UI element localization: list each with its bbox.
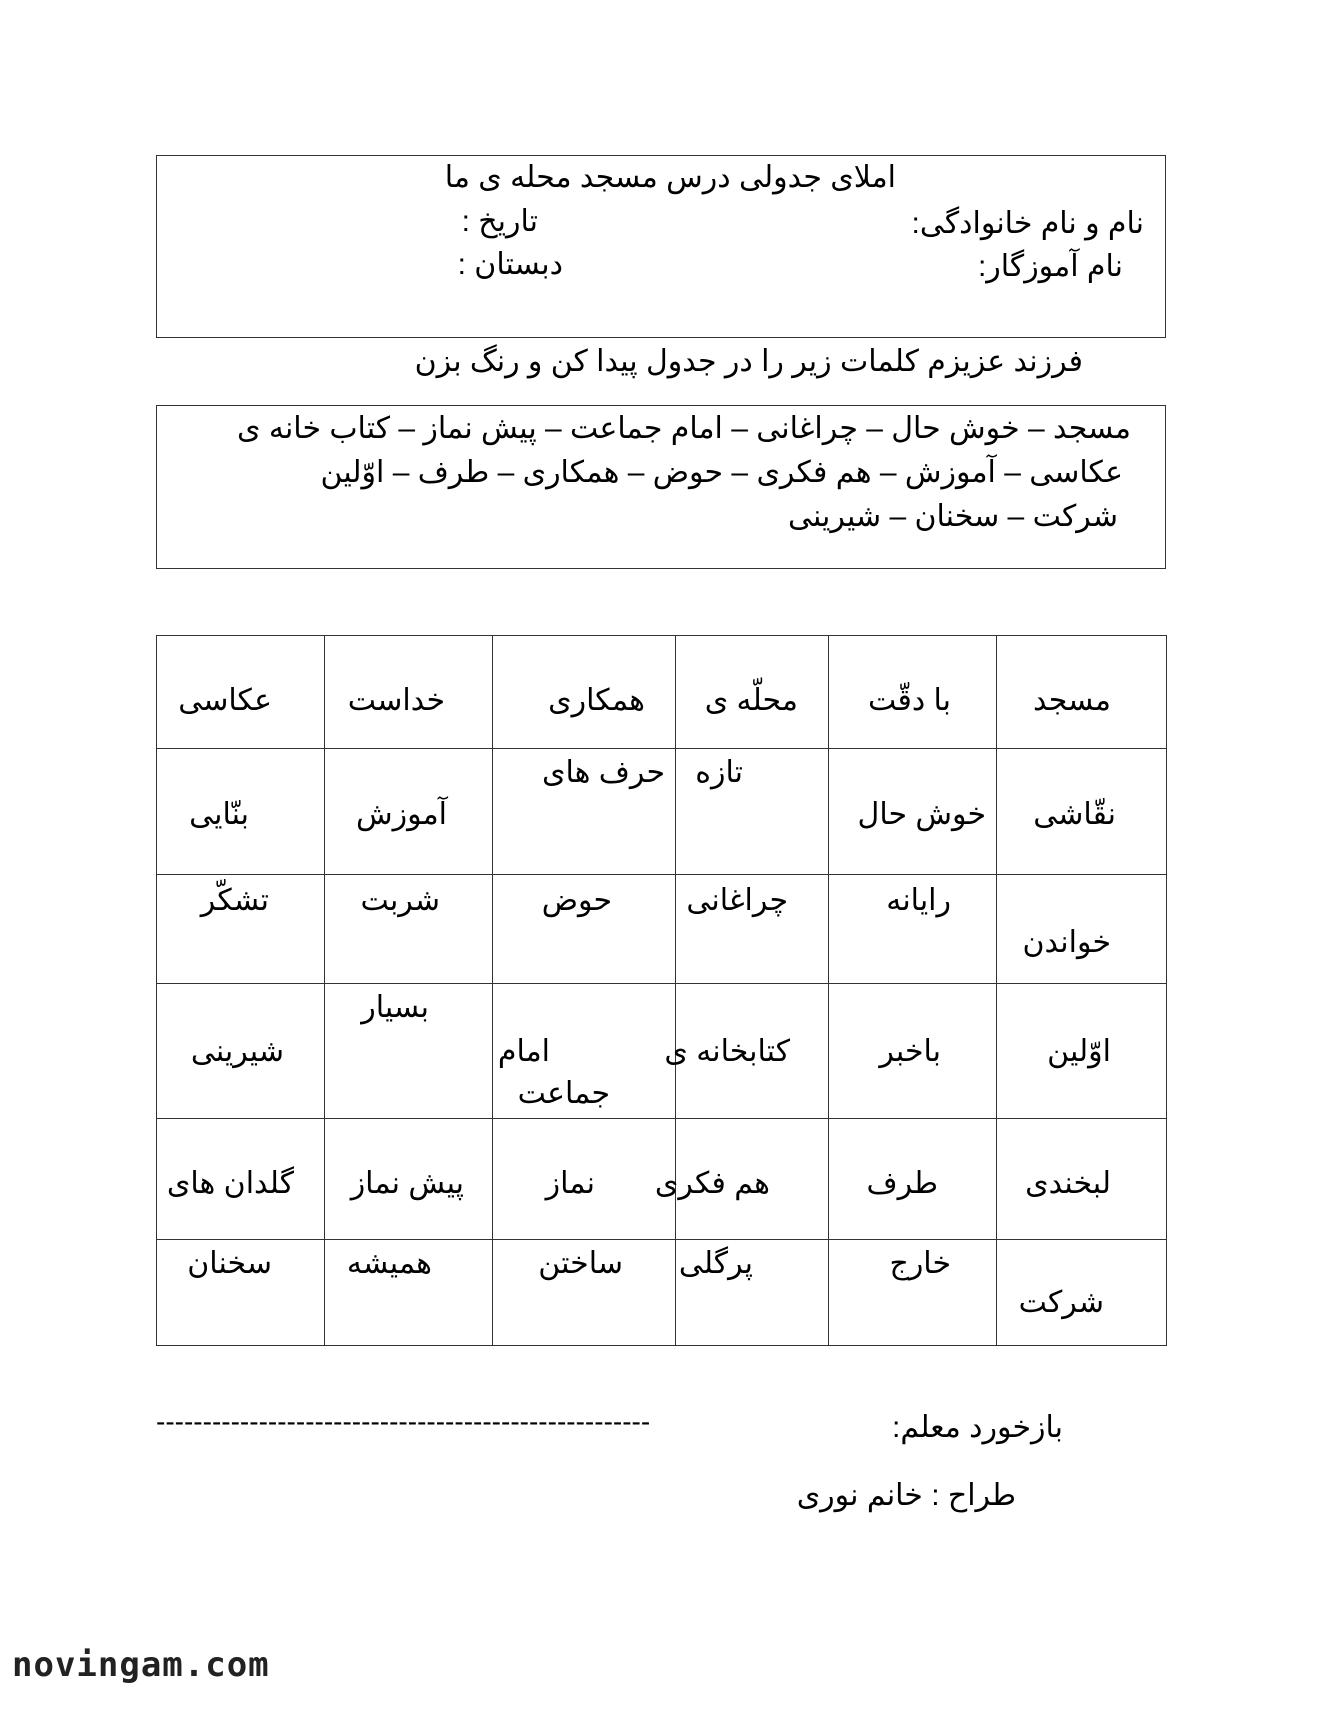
grid-word: مسجد	[1033, 684, 1111, 717]
grid-cell[interactable]	[325, 984, 493, 1119]
grid-cell[interactable]	[664, 984, 829, 1119]
grid-cell[interactable]	[493, 875, 676, 984]
name-field-label: نام و نام خانوادگی:	[911, 207, 1144, 240]
grid-cell[interactable]	[997, 875, 1167, 984]
grid-word: آموزش	[355, 798, 447, 831]
grid-word: همکاری	[548, 684, 645, 717]
grid-cell[interactable]	[829, 636, 997, 749]
grid-row	[157, 1240, 1167, 1346]
grid-row	[157, 984, 1167, 1119]
grid-cell[interactable]	[676, 749, 829, 875]
grid-cell[interactable]	[829, 1240, 997, 1346]
date-field-label: تاریخ :	[461, 205, 538, 238]
grid-word: اوّلین	[1047, 1035, 1111, 1068]
grid-cell[interactable]	[997, 636, 1167, 749]
grid-cell[interactable]	[325, 749, 493, 875]
grid-row	[157, 875, 1167, 984]
grid-cell[interactable]	[997, 1240, 1167, 1346]
grid-cell[interactable]	[997, 749, 1167, 875]
worksheet-title: املای جدولی درس مسجد محله ی ما	[444, 161, 896, 194]
grid-cell[interactable]	[157, 984, 325, 1119]
grid-cell[interactable]	[493, 749, 676, 875]
grid-cell[interactable]	[829, 875, 997, 984]
grid-word: لبخندی	[1025, 1167, 1111, 1200]
grid-cell[interactable]	[157, 749, 325, 875]
teacher-field-label: نام آموزگار:	[977, 250, 1123, 283]
grid-cell[interactable]	[997, 984, 1167, 1119]
teacher-feedback-label: بازخورد معلم:	[892, 1411, 1063, 1444]
grid-word: پیش نماز	[350, 1167, 464, 1200]
grid-cell[interactable]	[829, 1119, 997, 1240]
grid-word: شیرینی	[190, 1035, 284, 1068]
grid-cell[interactable]	[325, 636, 493, 749]
grid-word: خواندن	[1022, 926, 1111, 959]
grid-row	[157, 749, 1167, 875]
grid-cell[interactable]	[493, 984, 676, 1119]
school-field-label: دبستان :	[457, 248, 563, 281]
grid-cell[interactable]	[325, 1240, 493, 1346]
word-list-line-1: مسجد – خوش حال – چراغانی – امام جماعت – پیش نماز – کتاب خانه ی	[237, 412, 1131, 445]
grid-cell[interactable]	[829, 984, 997, 1119]
grid-word: امام	[497, 1035, 550, 1068]
grid-word: تشکّر	[200, 884, 269, 917]
site-watermark: novingam.com	[12, 1645, 270, 1685]
grid-cell[interactable]	[157, 875, 325, 984]
grid-word: بسیار	[361, 991, 429, 1024]
grid-word: خداست	[347, 684, 445, 717]
grid-word: شرکت	[1018, 1286, 1104, 1319]
grid-cell[interactable]	[676, 875, 829, 984]
grid-word: خارج	[889, 1247, 951, 1280]
grid-word: بنّایی	[189, 798, 249, 831]
grid-word: عکاسی	[178, 684, 272, 717]
grid-cell[interactable]	[654, 1119, 829, 1240]
grid-cell[interactable]	[676, 1240, 829, 1346]
word-list-line-3: شرکت – سخنان – شیرینی	[787, 500, 1118, 533]
feedback-answer-line: -----------------------------------------------------	[156, 1406, 651, 1437]
grid-word: ساختن	[538, 1247, 623, 1280]
grid-row	[157, 636, 1167, 749]
grid-cell[interactable]	[493, 1119, 676, 1240]
grid-word: با دقّت	[868, 684, 951, 717]
grid-word: کتابخانه ی	[664, 1035, 790, 1068]
grid-word: نماز	[545, 1167, 595, 1200]
grid-cell[interactable]	[493, 1240, 676, 1346]
grid-cell[interactable]	[325, 875, 493, 984]
grid-word: طرف	[866, 1167, 938, 1200]
instruction-text: فرزند عزیزم کلمات زیر را در جدول پیدا کن و رنگ بزن	[414, 345, 1083, 378]
grid-cell[interactable]	[829, 749, 997, 875]
word-search-grid	[156, 635, 1166, 1345]
grid-cell[interactable]	[325, 1119, 493, 1240]
grid-cell[interactable]	[997, 1119, 1167, 1240]
designer-credit: طراح : خانم نوری	[796, 1479, 1016, 1512]
grid-cell[interactable]	[676, 636, 829, 749]
grid-word: تازه	[695, 756, 743, 789]
grid-row	[157, 1119, 1167, 1240]
grid-word: جماعت	[517, 1077, 610, 1110]
grid-word: گلدان های	[166, 1167, 294, 1200]
grid-cell[interactable]	[493, 636, 676, 749]
grid-word: هم فکری	[654, 1167, 770, 1200]
grid-word: چراغانی	[686, 884, 788, 917]
grid-word: خوش حال	[857, 798, 986, 831]
grid-cell[interactable]	[157, 636, 325, 749]
grid-word: حوض	[541, 884, 612, 917]
word-list-line-2: عکاسی – آموزش – هم فکری – حوض – همکاری – طرف – اوّلین	[320, 456, 1123, 489]
grid-word: سخنان	[187, 1247, 272, 1280]
grid-word: رایانه	[886, 884, 951, 917]
grid-word: نقّاشی	[1033, 798, 1116, 831]
grid-word: محلّه ی	[704, 684, 798, 717]
grid-cell[interactable]	[157, 1119, 325, 1240]
grid-word: باخبر	[879, 1035, 941, 1068]
grid-cell[interactable]	[157, 1240, 325, 1346]
grid-word: همیشه	[346, 1247, 432, 1280]
grid-word: پرگلی	[678, 1247, 753, 1280]
grid-word: حرف های	[542, 756, 665, 789]
grid-word: شربت	[360, 884, 440, 917]
